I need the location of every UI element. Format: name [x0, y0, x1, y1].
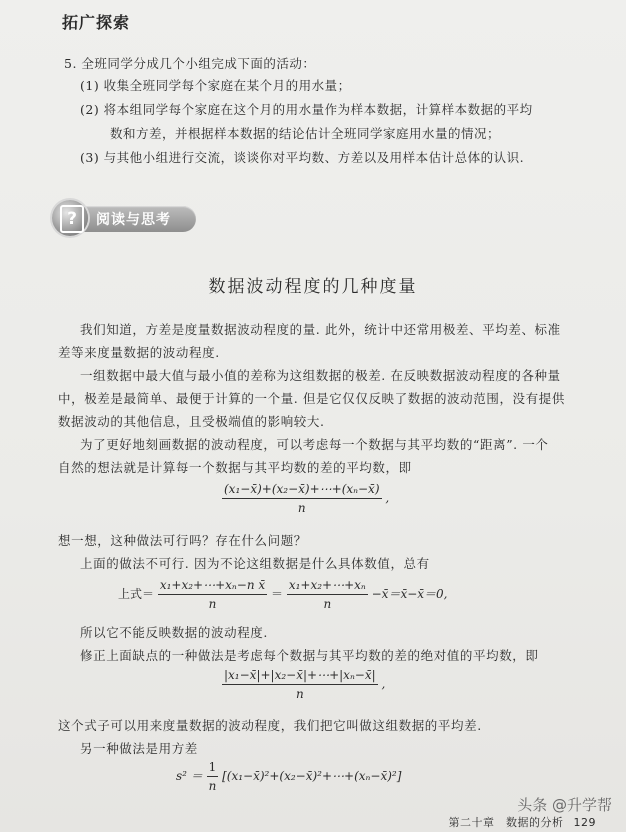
paragraph-line: 中，极差是最简单、最便于计算的一个量. 但是它仅仅反映了数据的波动范围，没有提供: [58, 391, 565, 406]
paragraph-line: 自然的想法就是计算每一个数据与其平均数的差的平均数，即: [58, 460, 412, 475]
formula-denominator: n: [295, 687, 304, 701]
task-item: (1) 收集全班同学每个家庭在某个月的用水量；: [80, 78, 351, 93]
article-title: 数据波动程度的几种度量: [208, 277, 418, 297]
formula-tail: ,: [381, 677, 386, 691]
page-footer: [449, 814, 597, 830]
reading-badge: [52, 200, 202, 236]
paragraph-line: 一组数据中最大值与最小值的差称为这组数据的极差. 在反映数据波动程度的各种量: [80, 368, 561, 383]
task-item: 数和方差，并根据样本数据的结论估计全班同学家庭用水量的情况；: [110, 126, 501, 141]
paragraph-line: 我们知道，方差是度量数据波动程度的量. 此外，统计中还常用极差、平均差、标准: [80, 322, 561, 337]
formula-numerator: |x₁−x̄|+|x₂−x̄|+⋯+|xₙ−x̄|: [222, 668, 378, 685]
section-title: 拓广探索: [62, 13, 131, 32]
task-item: (2) 将本组同学每个家庭在这个月的用水量作为样本数据，计算样本数据的平均: [80, 102, 533, 117]
badge-label: 阅读与思考: [96, 212, 171, 228]
question-line: 想一想，这种做法可行吗？存在什么问题？: [58, 533, 307, 548]
question-icon: ?: [60, 205, 84, 233]
formula-denominator: n: [297, 501, 306, 515]
paragraph-line: 差等来度量数据的波动程度.: [58, 345, 220, 360]
formula-body: [(x₁−x̄)²+(x₂−x̄)²+⋯+(xₙ−x̄)²]: [222, 769, 402, 783]
formula-numerator: 1: [207, 760, 219, 777]
formula-numerator: (x₁−x̄)+(x₂−x̄)+⋯+(xₙ−x̄): [222, 482, 382, 499]
paragraph-line: 为了更好地刻画数据的波动程度，可以考虑每一个数据与其平均数的“距离”. 一个: [80, 437, 549, 452]
formula-mean-absolute-deviation: [222, 668, 385, 701]
paragraph-line: 上面的做法不可行. 因为不论这组数据是什么具体数值，总有: [80, 556, 430, 571]
formula-tail: −x̄＝x̄−x̄＝0,: [371, 587, 448, 601]
badge-circle: [52, 200, 88, 236]
formula-denominator: n: [208, 779, 217, 793]
watermark: 头条 @升学帮: [517, 796, 612, 814]
formula-prefix: 上式＝: [118, 587, 155, 601]
formula-tail: ,: [385, 491, 390, 505]
page-number: 129: [573, 816, 596, 829]
formula-denominator: n: [208, 597, 217, 611]
paragraph-line: 另一种做法是用方差: [80, 741, 198, 756]
paragraph-line: 这个式子可以用来度量数据的波动程度，我们把它叫做这组数据的平均差.: [58, 718, 482, 733]
paragraph-line: 修正上面缺点的一种做法是考虑每个数据与其平均数的差的绝对值的平均数，即: [80, 648, 539, 663]
formula-numerator: x₁+x₂+⋯+xₙ−n x̄: [158, 578, 267, 595]
formula-equals: ＝: [271, 587, 284, 601]
formula-denominator: n: [323, 597, 332, 611]
formula-zero-sum: [118, 578, 448, 611]
chapter-label: 第二十章 数据的分析: [448, 816, 564, 829]
formula-lhs: s² ＝: [176, 769, 203, 783]
formula-mean-deviation-sum: [222, 482, 389, 515]
formula-variance: [176, 760, 401, 793]
formula-numerator: x₁+x₂+⋯+xₙ: [287, 578, 368, 595]
task-item: (3) 与其他小组进行交流，谈谈你对平均数、方差以及用样本估计总体的认识.: [80, 150, 525, 165]
task-text: 5. 全班同学分成几个小组完成下面的活动：: [64, 56, 316, 71]
paragraph-line: 所以它不能反映数据的波动程度.: [80, 625, 268, 640]
paragraph-line: 数据波动的其他信息，且受极端值的影响较大.: [58, 414, 325, 429]
